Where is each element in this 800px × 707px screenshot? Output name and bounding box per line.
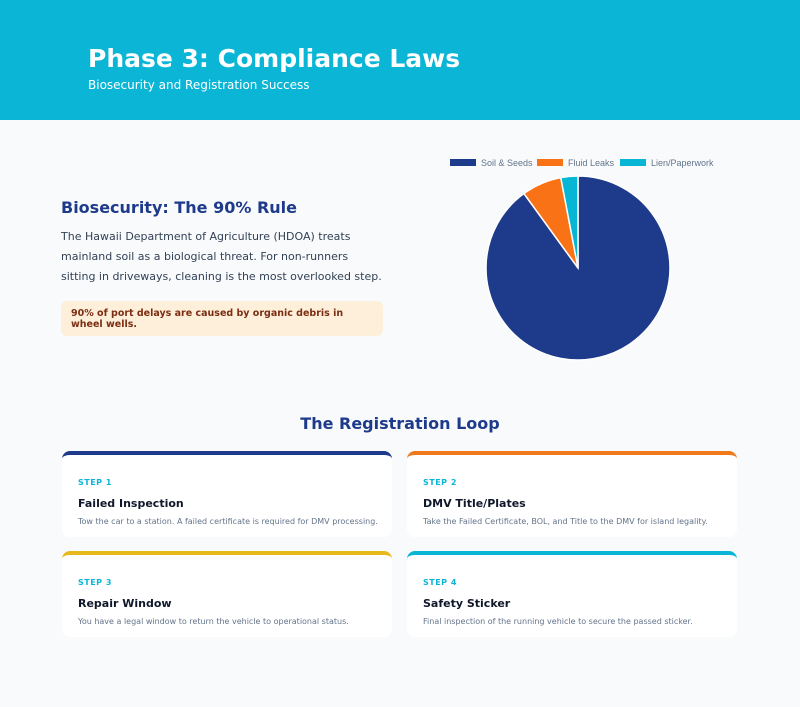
step-title: Repair Window (78, 597, 172, 610)
page-subtitle: Biosecurity and Registration Success (88, 78, 310, 92)
legend-swatch (620, 159, 646, 166)
registration-loop-title: The Registration Loop (300, 414, 500, 433)
step-description: Tow the car to a station. A failed certificate is required for DMV processing. (78, 517, 378, 526)
step-description: Final inspection of the running vehicle to secure the passed sticker. (423, 617, 693, 626)
biosecurity-callout (61, 301, 383, 336)
step-card-2 (407, 451, 737, 537)
biosecurity-paragraph: The Hawaii Department of Agriculture (HDOA) treats mainland soil as a biological threat. For non-runners sitting in driveways, cleaning is the most overlooked step. (61, 230, 382, 283)
callout-text: 90% of port delays are caused by organic debris in wheel wells. (71, 307, 344, 330)
biosecurity-text (61, 198, 383, 336)
step-title: Safety Sticker (423, 597, 511, 610)
step-title: Failed Inspection (78, 497, 184, 510)
legend-swatch (537, 159, 563, 166)
step-description: Take the Failed Certificate, BOL, and Title to the DMV for island legality. (423, 517, 708, 526)
step-description: You have a legal window to return the vehicle to operational status. (78, 617, 349, 626)
step-number: STEP 4 (423, 578, 457, 587)
legend-label: Soil & Seeds (481, 158, 533, 168)
pie-chart (440, 154, 740, 369)
biosecurity-heading: Biosecurity: The 90% Rule (61, 198, 297, 217)
legend-label: Fluid Leaks (568, 158, 615, 168)
pie-chart-svg (440, 154, 740, 369)
page-header (0, 0, 800, 120)
legend-label: Lien/Paperwork (651, 158, 714, 168)
step-number: STEP 2 (423, 478, 457, 487)
page-title: Phase 3: Compliance Laws (88, 44, 461, 73)
step-card-1 (62, 451, 392, 537)
step-card-3 (62, 551, 392, 637)
step-number: STEP 3 (78, 578, 112, 587)
legend-swatch (450, 159, 476, 166)
step-title: DMV Title/Plates (423, 497, 526, 510)
step-card-4 (407, 551, 737, 637)
biosecurity-section (0, 120, 800, 390)
step-number: STEP 1 (78, 478, 112, 487)
